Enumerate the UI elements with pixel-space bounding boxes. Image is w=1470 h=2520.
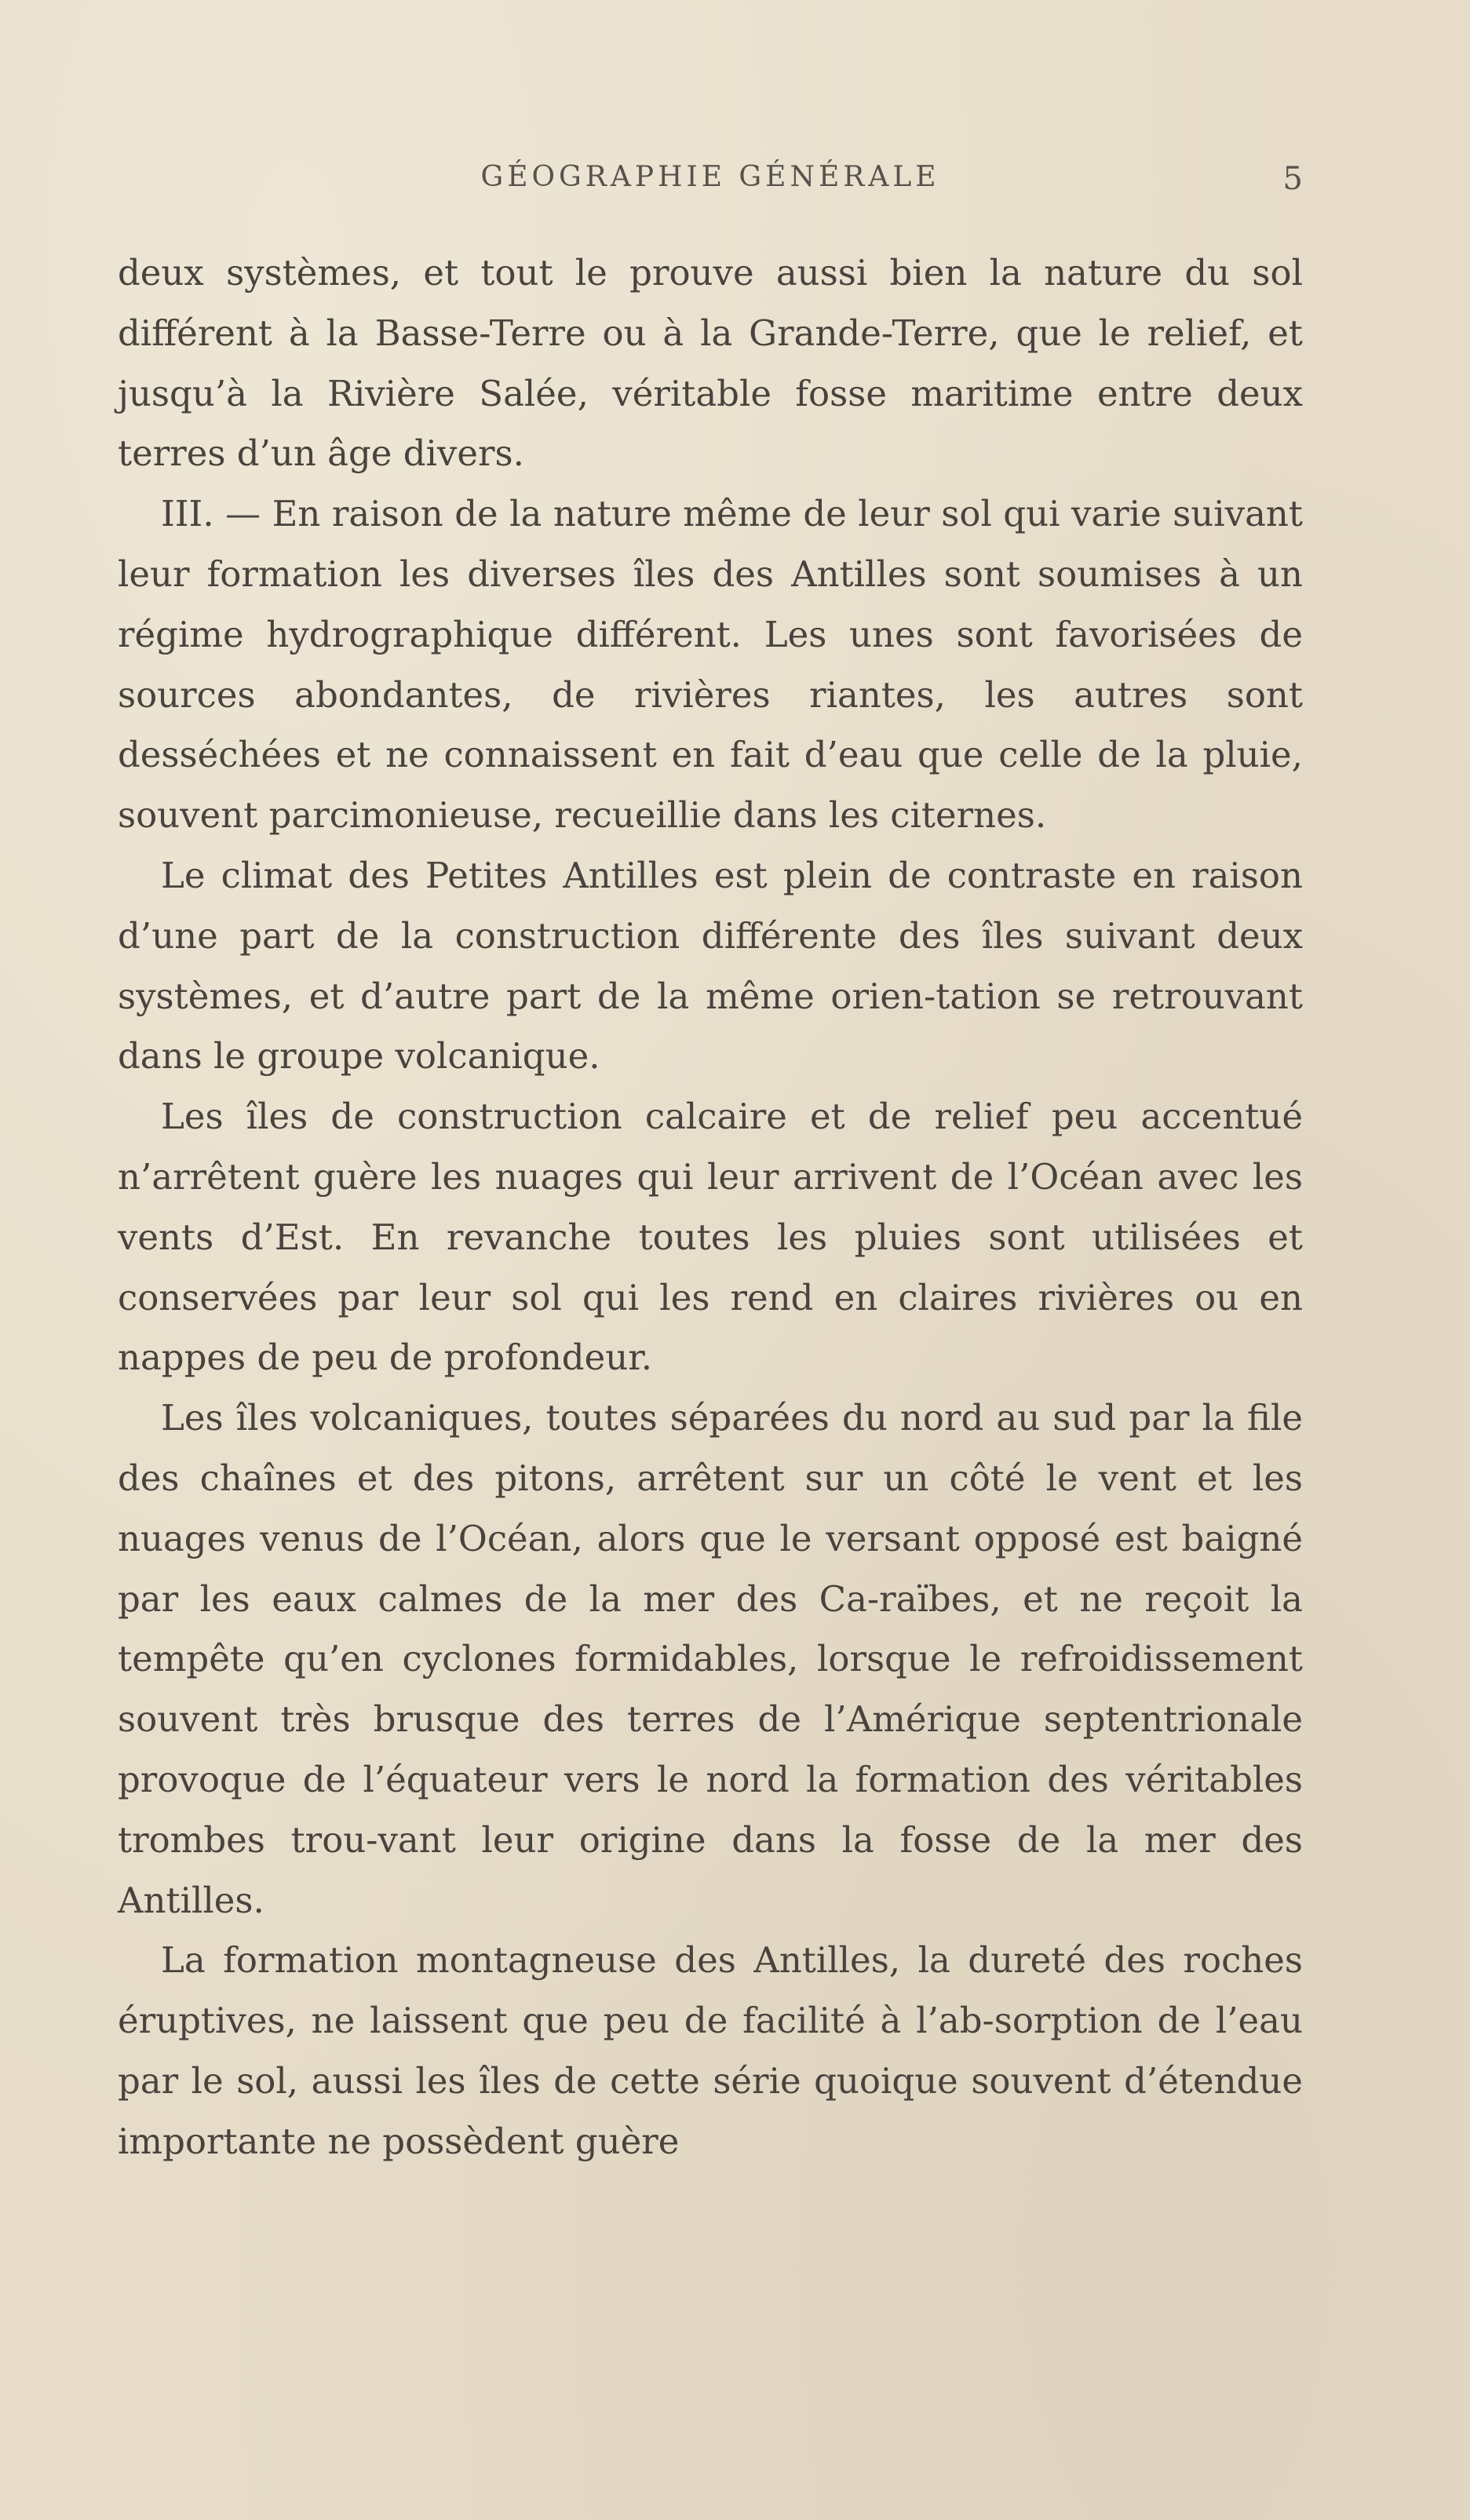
paragraph-mountain-formation: La formation montagneuse des Antilles, la dureté des roches éruptives, ne laissent que peu de facilité à l’ab-sorption de l’eau par le sol, aussi les îles de cette série quoique souvent d’étendue importante ne possèdent guère: [118, 1939, 1303, 2162]
paragraph-calcareous-islands: Les îles de construction calcaire et de relief peu accentué n’arrêtent guère les nuages qui leur arrivent de l’Océan avec les vents d’Est. En revanche toutes les pluies sont utilisées et conservées par leur sol qui les rend en claires rivières ou en nappes de peu de profondeur.: [118, 1096, 1303, 1379]
paragraph-volcanic-islands: Les îles volcaniques, toutes séparées du nord au sud par la file des chaînes et des pitons, arrêtent sur un côté le vent et les nuages venus de l’Océan, alors que le versant opposé est baigné par les eaux calmes de la mer des Ca-raïbes, et ne reçoit la tempête qu’en cyclones formidables, lorsque le refroidissement souvent très brusque des terres de l’Amérique septentrionale provoque de l’équateur vers le nord la formation des véritables trombes trou-vant leur origine dans la fosse de la mer des Antilles.: [118, 1397, 1303, 1921]
paragraph-hydrography: III. — En raison de la nature même de leur sol qui varie suivant leur formation les diverses îles des Antilles sont soumises à un régime hydrographique différent. Les unes sont favorisées de sources abondantes, de rivières riantes, les autres sont desséchées et ne connaissent en fait d’eau que celle de la pluie, souvent parcimonieuse, recueillie dans les citernes.: [118, 493, 1303, 837]
page-number: 5: [1282, 161, 1303, 197]
running-title: GÉOGRAPHIE GÉNÉRALE: [480, 161, 940, 193]
running-head: [118, 161, 1303, 208]
paragraph-climate: Le climat des Petites Antilles est plein de contraste en raison d’une part de la construction différente des îles suivant deux systèmes, et d’autre part de la même orien-tation se retrouvant dans le groupe volcanique.: [118, 854, 1303, 1078]
paragraph-continuation: deux systèmes, et tout le prouve aussi bien la nature du sol différent à la Basse-Terre ou à la Grande-Terre, que le relief, et jusqu’à la Rivière Salée, véritable fosse maritime entre deux terres d’un âge divers.: [118, 252, 1303, 475]
body-text: [118, 243, 1303, 2172]
